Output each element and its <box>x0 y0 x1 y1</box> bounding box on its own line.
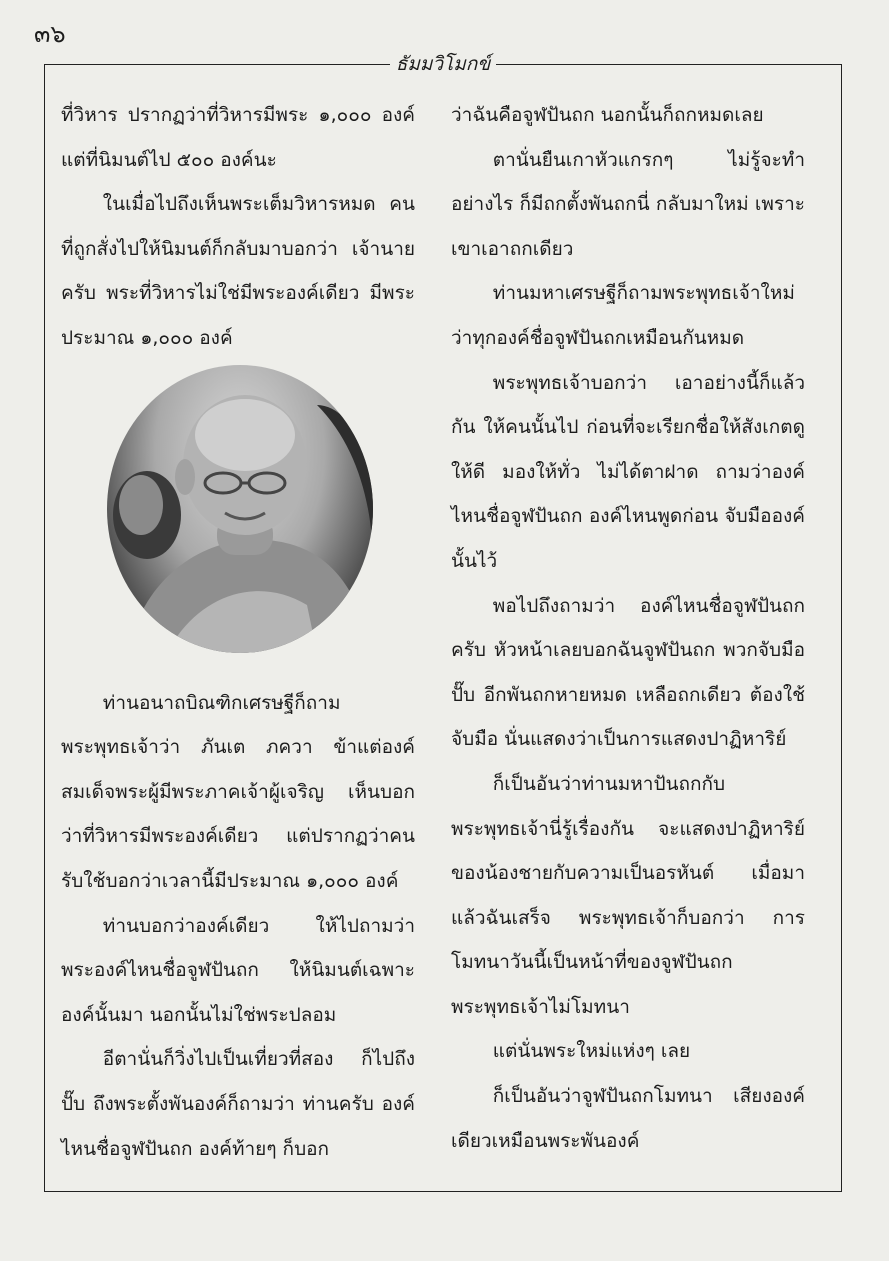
running-head <box>45 49 841 79</box>
page-number: ๓๖ <box>34 20 66 48</box>
left-column <box>61 93 415 1171</box>
paragraph: ในเมื่อไปถึงเห็นพระเต็มวิหารหมด คนที่ถูกสั่งไปให้นิมนต์ก็กลับมาบอกว่า เจ้านายครับ พระที่วิหารไม่ใช่มีพระองค์เดียว มีพระประมาณ ๑,๐๐๐ องค์ <box>61 193 415 349</box>
page-frame <box>44 53 842 1192</box>
paragraph: ตานั่นยืนเกาหัวแกรกๆ ไม่รู้จะทำอย่างไร ก็มีถกตั้งพันถกนี่ กลับมาใหม่ เพราะเขาเอาถกเดียว <box>451 148 805 260</box>
paragraph: ที่วิหาร ปรากฏว่าที่วิหารมีพระ ๑,๐๐๐ องค์ แต่ที่นิมนต์ไป ๕๐๐ องค์นะ <box>61 104 415 171</box>
running-head-title: ธัมมวิโมกข์ <box>390 53 497 75</box>
paragraph: พอไปถึงถามว่า องค์ไหนชื่อจูฬปันถกครับ หัวหน้าเลยบอกฉันจูฬปันถก พวกจับมือปั๊บ อีกพันถกหายหมด เหลือถกเดียว ต้องใช้จับมือ นั่นแสดงว่าเป็นการแสดงปาฏิหาริย์ <box>451 594 805 751</box>
photo-container <box>61 365 415 673</box>
paragraph: ท่านบอกว่าองค์เดียว ให้ไปถามว่าพระองค์ไหนชื่อจูฬปันถก ให้นิมนต์เฉพาะองค์นั้นมา นอกนั้นไม่ใช่พระปลอม <box>61 914 415 1026</box>
paragraph: ก็เป็นอันว่าจูฬปันถกโมทนา เสียงองค์เดียวเหมือนพระพันองค์ <box>451 1085 805 1152</box>
monk-portrait-photo <box>107 365 373 653</box>
paragraph: พระพุทธเจ้าบอกว่า เอาอย่างนี้ก็แล้วกัน ให้คนนั้นไป ก่อนที่จะเรียกชื่อให้สังเกตดูให้ดี มองให้ทั่ว ไม่ได้ตาฝาด ถามว่าองค์ไหนชื่อจูฬปันถก องค์ไหนพูดก่อน จับมือองค์นั้นไว้ <box>451 371 805 572</box>
paragraph: แต่นั่นพระใหม่แห่งๆ เลย <box>492 1040 691 1063</box>
paragraph: ท่านมหาเศรษฐีก็ถามพระพุทธเจ้าใหม่ว่าทุกองค์ชื่อจูฬปันถกเหมือนกันหมด <box>451 282 795 349</box>
paragraph: ว่าฉันคือจูฬปันถก นอกนั้นก็ถกหมดเลย <box>451 104 764 126</box>
portrait-illustration <box>107 365 373 653</box>
paragraph: อีตานั่นก็วิ่งไปเป็นเที่ยวที่สอง ก็ไปถึงปั๊บ ถึงพระตั้งพันองค์ก็ถามว่า ท่านครับ องค์ไหนชื่อจูฬปันถก องค์ท้ายๆ ก็บอก <box>61 1048 415 1160</box>
paragraph: ก็เป็นอันว่าท่านมหาปันถกกับพระพุทธเจ้านี่รู้เรื่องกัน จะแสดงปาฏิหาริย์ของน้องชายกับความเป็นอรหันต์ เมื่อมาแล้วฉันเสร็จ พระพุทธเจ้าก็บอกว่า การโมทนาวันนี้เป็นหน้าที่ของจูฬปันถก พระพุทธเจ้าไม่โมทนา <box>451 772 805 1018</box>
paragraph: ท่านอนาถบิณฑิกเศรษฐีก็ถาม พระพุทธเจ้าว่า ภันเต ภควา ข้าแต่องค์สมเด็จพระผู้มีพระภาคเจ้าผู้เจริญ เห็นบอกว่าที่วิหารมีพระองค์เดียว แต่ปรากฏว่าคนรับใช้บอกว่าเวลานี้มีประมาณ ๑,๐๐๐ องค์ <box>61 691 415 892</box>
right-column <box>451 93 805 1163</box>
